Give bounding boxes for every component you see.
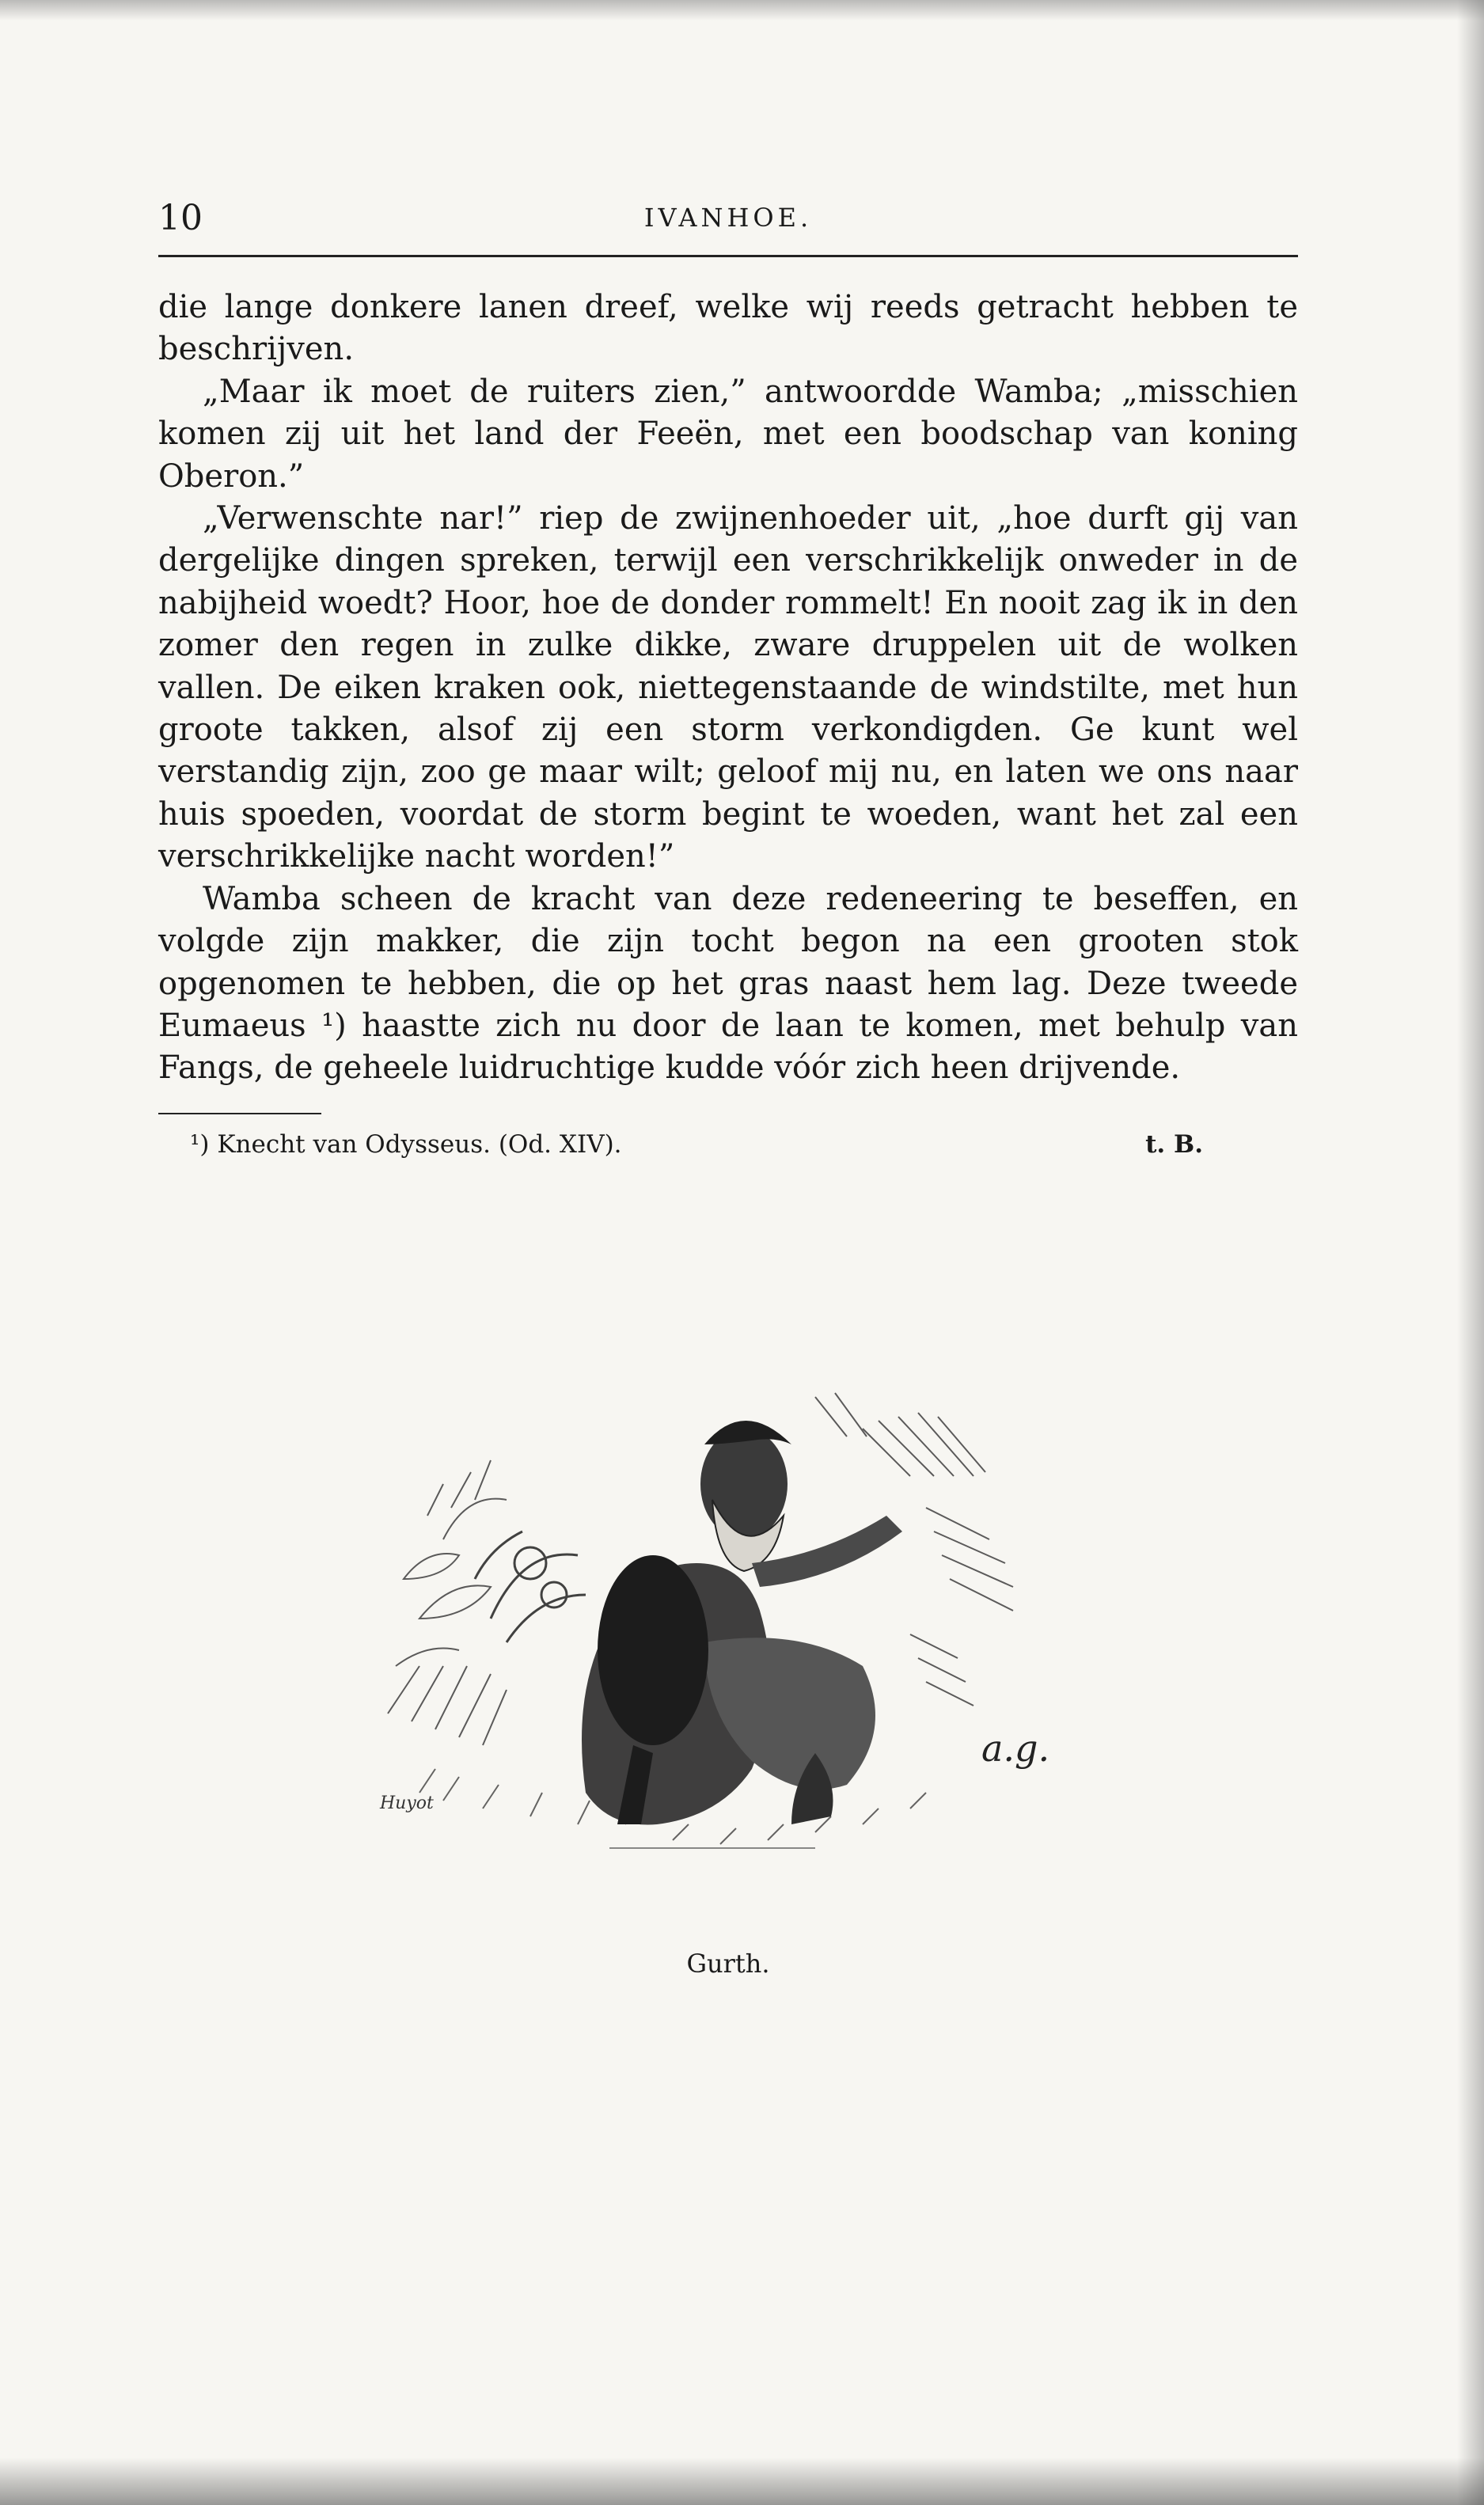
page-edge-shadow-bottom <box>0 2458 1484 2505</box>
paragraph: Wamba scheen de kracht van deze redeneering te beseffen, en volgde zijn makker, die zijn tocht begon na een grooten stok opgenomen te hebben, die op het gras naast hem lag. Deze tweede Eumaeus ¹) haastte zich nu door de laan te komen, met behulp van Fangs, de geheele luidruchtige kudde vóór zich heen drijvende. <box>158 880 1298 1087</box>
body-text <box>158 287 1298 1090</box>
header-rule <box>158 255 1298 257</box>
swineherd-figure <box>582 1421 902 1825</box>
paragraph: „Maar ik moet de ruiters zien,” antwoordde Wamba; „misschien komen zij uit het land der Feeën, met een boodschap van koning Oberon.” <box>158 373 1298 495</box>
footnote-rule <box>158 1113 321 1114</box>
illustration-caption: Gurth. <box>686 1949 770 1979</box>
footnote-initials: t. B. <box>1145 1130 1203 1159</box>
engraver-signature: Huyot <box>380 1793 434 1813</box>
foliage-hatching-left <box>388 1460 507 1745</box>
artist-signature: a.g. <box>981 1727 1050 1770</box>
page-edge-shadow-top <box>0 0 1484 21</box>
page-edge-shadow-right <box>1457 0 1484 2505</box>
page-header <box>158 198 1298 245</box>
running-title: IVANHOE. <box>643 203 813 233</box>
footnote-text: ¹) Knecht van Odysseus. (Od. XIV). <box>190 1130 622 1159</box>
paragraph: die lange donkere lanen dreef, welke wij reeds getracht hebben te beschrijven. <box>158 289 1298 368</box>
engraving-illustration <box>372 1381 1132 1888</box>
paragraph: „Verwenschte nar!” riep de zwijnenhoeder uit, „hoe durft gij van dergelijke dingen spreken, terwijl een verschrikkelijk onweder in de nabijheid woedt? Hoor, hoe de donder rommelt! En nooit zag ik in den zomer den regen in zulke dikke, zware druppelen uit de wolken vallen. De eiken kraken ook, niettegenstaande de windstilte, met hun groote takken, alsof zij een storm verkondigden. Ge kunt wel verstandig zijn, zoo ge maar wilt; geloof mij nu, en laten we ons naar huis spoeden, voordat de storm begint te woeden, want het zal een verschrikkelijke nacht worden!” <box>158 500 1298 875</box>
page-number: 10 <box>158 198 203 238</box>
